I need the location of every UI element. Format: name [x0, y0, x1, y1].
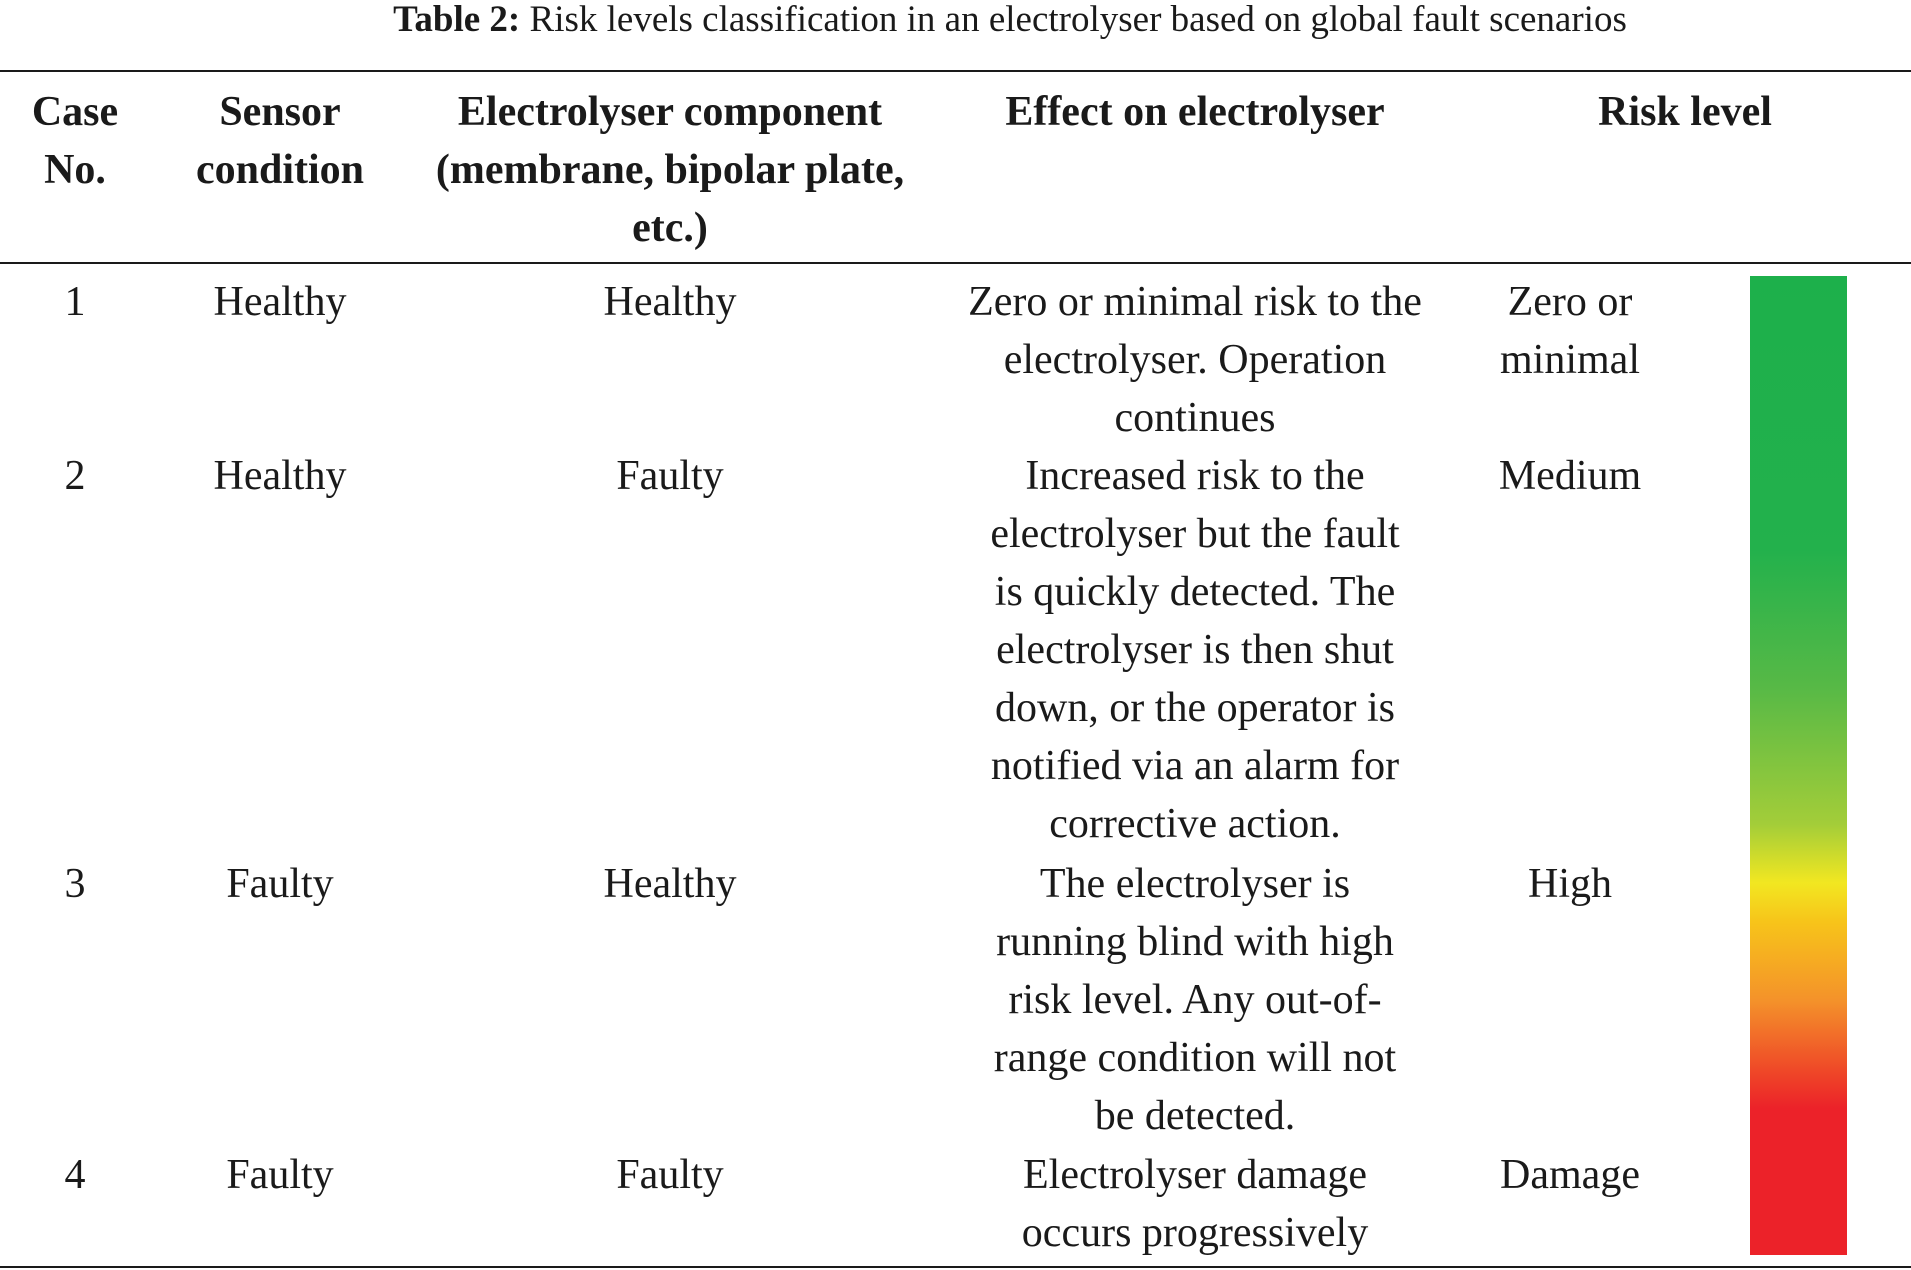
- row1-sensor: Healthy: [213, 279, 347, 325]
- row4-effect: Electrolyser damage occurs progressively: [1021, 1152, 1369, 1256]
- row2-effect: Increased risk to the electrolyser but the fault is quickly detected. The electrolyser is then shut down, or the operator is notified via an alarm for corrective action.: [990, 453, 1400, 847]
- row3-component: Healthy: [603, 861, 737, 907]
- row2-risk: Medium: [1498, 453, 1642, 499]
- bottom-rule: [0, 1266, 1911, 1268]
- row4-risk: Damage: [1500, 1152, 1640, 1198]
- table-caption: [0, 0, 1911, 40]
- header-case-no: Case No.: [31, 89, 119, 193]
- top-rule: [0, 70, 1911, 72]
- row4-component: Faulty: [616, 1152, 724, 1198]
- header-sensor-condition: Sensor condition: [195, 89, 365, 193]
- row3-risk: High: [1528, 861, 1612, 907]
- row1-effect: Zero or minimal risk to the electrolyser. Operation continues: [968, 279, 1422, 441]
- caption-text: Risk levels classification in an electrolyser based on global fault scenarios: [520, 0, 1627, 40]
- row4-case: 4: [64, 1152, 86, 1198]
- row4-sensor: Faulty: [226, 1152, 334, 1198]
- row3-case: 3: [64, 861, 86, 907]
- row3-sensor: Faulty: [226, 861, 334, 907]
- header-effect: Effect on electrolyser: [1005, 89, 1385, 135]
- header-component: Electrolyser component (membrane, bipolar plate, etc.): [435, 89, 905, 251]
- caption-label: Table 2:: [393, 0, 521, 40]
- row1-risk: Zero or minimal: [1500, 279, 1640, 383]
- risk-gradient-bar: [1750, 276, 1847, 1255]
- row2-case: 2: [64, 453, 86, 499]
- row1-case: 1: [64, 279, 86, 325]
- row1-component: Healthy: [603, 279, 737, 325]
- row3-effect: The electrolyser is running blind with high risk level. Any out-of-range condition will not be detected.: [993, 861, 1397, 1139]
- header-risk-level: Risk level: [1598, 89, 1772, 135]
- row2-sensor: Healthy: [213, 453, 347, 499]
- header-rule: [0, 262, 1911, 264]
- row2-component: Faulty: [616, 453, 724, 499]
